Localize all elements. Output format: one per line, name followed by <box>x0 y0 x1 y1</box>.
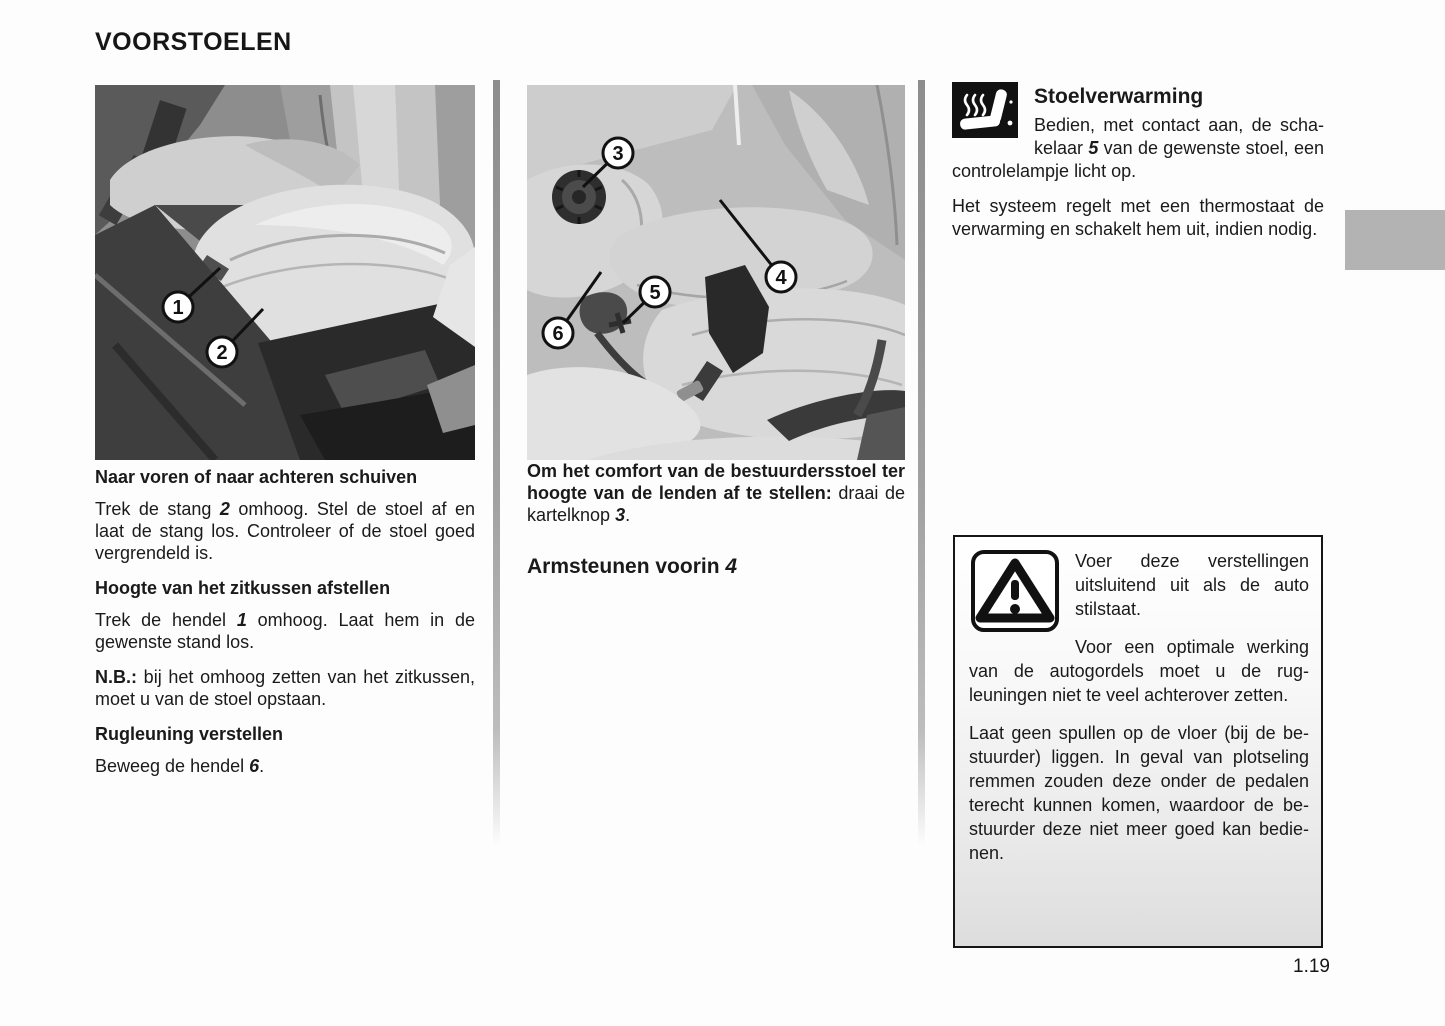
paragraph-height: Trek de hendel 1 omhoog. Laat hem in de gewenste stand los. <box>95 610 475 652</box>
section-heading-slide: Naar voren of naar achteren schuiven <box>95 467 418 487</box>
paragraph-slide: Trek de stang 2 omhoog. Stel de stoel af en laat de stang los. Controleer of de stoel goed vergrendeld is. <box>95 499 475 563</box>
seat-heating-heading: Stoelverwarming <box>1034 85 1204 108</box>
page-title: VOORSTOELEN <box>95 28 292 56</box>
column-divider <box>493 80 500 846</box>
heated-seat-icon <box>952 82 1018 138</box>
ref-number: 2 <box>219 499 230 519</box>
warning-triangle-icon <box>969 549 1061 633</box>
column-divider <box>918 80 925 846</box>
callout-3-number: 3 <box>612 143 624 165</box>
ref-number: 3 <box>615 505 626 525</box>
note-label: N.B.: <box>95 667 137 687</box>
paragraph-heating-2: Het systeem regelt met een thermostaat de verwarming en schakelt hem uit, indien nodig. <box>952 196 1324 239</box>
armrest-heading: Armsteunen voorin 4 <box>527 555 738 578</box>
chapter-tab <box>1345 210 1445 270</box>
driver-seat-controls-illustration <box>527 85 905 460</box>
ref-number: 6 <box>249 756 260 776</box>
warning-paragraph-1: Voer deze verstellingen uitsluitend uit als de auto stilstaat. <box>1075 551 1309 619</box>
paragraph-backrest: Beweeg de hendel 6. <box>95 756 265 776</box>
seat-heating-section <box>952 80 1324 183</box>
section-heading-height: Hoogte van het zitkussen afstellen <box>95 578 391 598</box>
callout-4-number: 4 <box>775 267 787 289</box>
right-column <box>952 80 1324 253</box>
lumbar-knob-armrest-photo <box>527 85 905 460</box>
ref-number: 4 <box>725 555 738 578</box>
seat-forward-back-illustration <box>95 85 475 460</box>
callout-6-number: 6 <box>552 323 564 345</box>
callout-2-number: 2 <box>216 342 228 364</box>
middle-column <box>527 85 905 580</box>
warning-paragraph-2: Voor een optimale werking van de autogordels moet u de rugleuningen niet te veel achterover zetten. <box>969 637 1309 705</box>
warning-box <box>953 535 1323 948</box>
ref-number: 5 <box>1088 138 1099 158</box>
ref-number: 1 <box>236 610 247 630</box>
paragraph-heating-1: Bedien, met contact aan, de schakelaar 5 van de gewenste stoel, een controlelampje licht op. <box>952 115 1324 181</box>
caption-lumbar: Om het comfort van de bestuurdersstoel ter hoogte van de lenden af te stellen: draai de kartelknop 3. <box>527 461 905 525</box>
callout-1-number: 1 <box>172 297 184 319</box>
seat-forward-back-photo <box>95 85 475 460</box>
page-number: 1.19 <box>1293 956 1330 977</box>
warning-paragraph-3: Laat geen spullen op de vloer (bij de bestuurder) liggen. In geval van plotseling remmen zouden deze onder de pedalen terecht kunnen komen, waardoor de bestuurder deze niet meer goed kan bedienen. <box>969 723 1309 863</box>
left-column <box>95 85 475 790</box>
paragraph-note: N.B.: bij het omhoog zetten van het zitkussen, moet u van de stoel opstaan. <box>95 667 475 709</box>
section-heading-backrest: Rugleuning verstellen <box>95 724 284 744</box>
callout-5-number: 5 <box>649 282 661 304</box>
